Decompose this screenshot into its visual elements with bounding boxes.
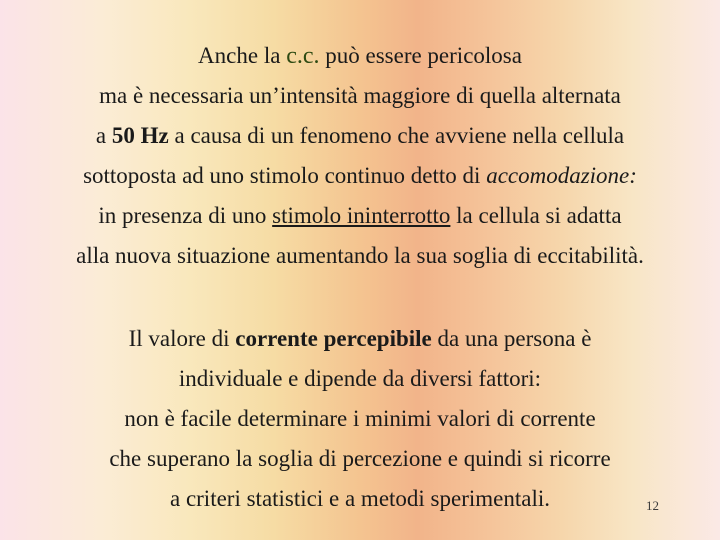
text-segment: la cellula si adatta [450,203,622,228]
cc-term: c.c. [286,43,320,69]
text-segment: Il valore di [128,326,236,351]
text-line [0,319,720,359]
text-segment: Anche la [198,43,287,68]
text-segment: a causa di un fenomeno che avviene nella cellula [168,123,625,148]
text-line: che superano la soglia di percezione e quindi si ricorre [109,446,611,471]
paragraph-perceptible-current [0,319,720,519]
text-segment: a [95,123,112,148]
text-segment: da una persona è [431,326,592,351]
text-segment: può essere pericolosa [319,43,522,68]
slide-number: 12 [646,498,659,513]
frequency-term: 50 Hz [111,123,169,148]
accomodazione-term: accomodazione: [486,163,637,188]
corrente-percepibile-term: corrente percepibile [235,326,432,351]
text-line: a criteri statistici e a metodi sperimentali. [169,486,550,511]
text-line: individuale e dipende da diversi fattori: [178,366,542,391]
text-line [0,36,720,76]
text-line: non è facile determinare i minimi valori di corrente [124,406,596,431]
text-line: ma è necessaria un’intensità maggiore di quella alternata [99,83,621,108]
text-line [0,196,720,236]
paragraph-accommodation [0,36,720,276]
text-line [0,116,720,156]
text-segment: sottoposta ad uno stimolo continuo detto di [83,163,487,188]
text-line [0,156,720,196]
stimolo-term: stimolo ininterrotto [272,203,451,228]
text-line: alla nuova situazione aumentando la sua soglia di eccitabilità. [76,243,644,268]
text-segment: in presenza di uno [98,203,273,228]
